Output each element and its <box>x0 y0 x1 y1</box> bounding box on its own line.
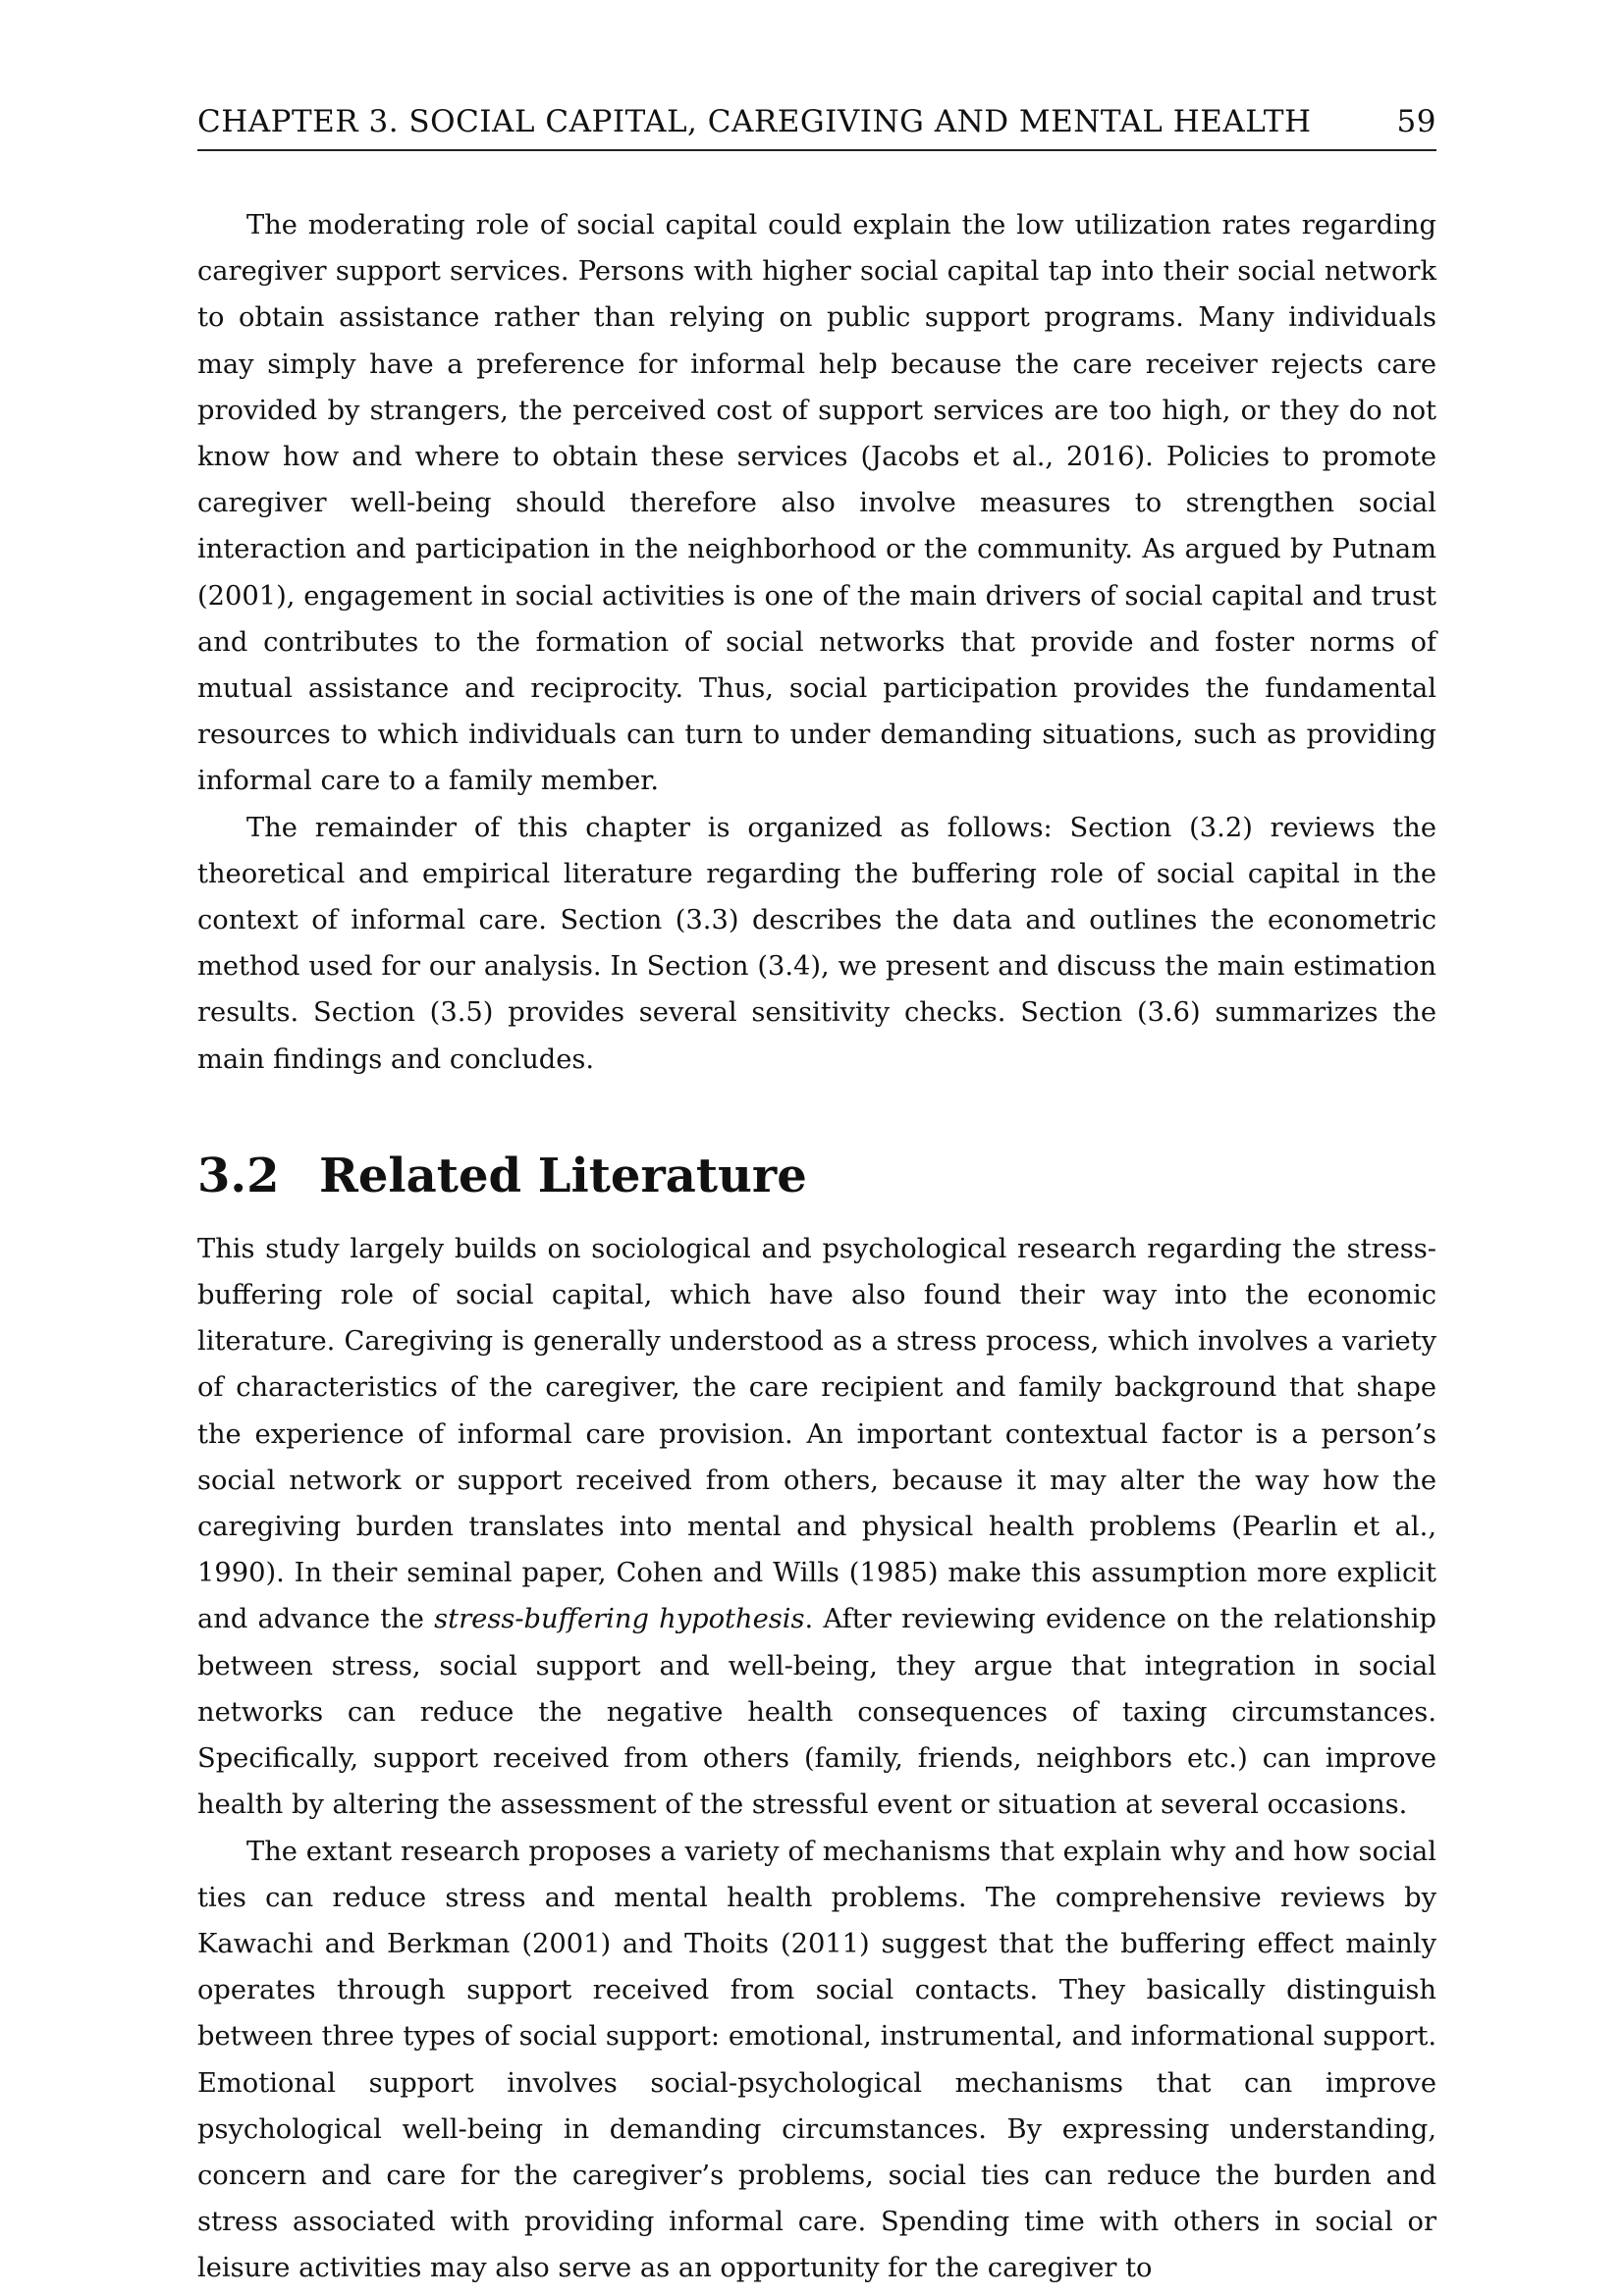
chapter-title: CHAPTER 3. SOCIAL CAPITAL, CAREGIVING AND MENTAL HEALTH <box>197 104 1312 139</box>
paragraph-text: This study largely builds on sociological and psychological research regarding the stress-buffering role of social capital, which have also found their way into the economic literature. Caregiving is generally understood as a stress process, which involves a variety of characteristics of the caregiver, the care recipient and family background that shape the experience of informal care provision. An important contextual factor is a person’s social network or support received from others, because it may alter the way how the caregiving burden translates into mental and physical health problems (Pearlin et al., 1990). In their seminal paper, Cohen and Wills (1985) make this assumption more explicit and advance the <box>197 1233 1436 1635</box>
paragraph-literature-1 <box>197 1226 1436 1829</box>
section-heading <box>197 1148 1436 1203</box>
paragraph-literature-2: The extant research proposes a variety of mechanisms that explain why and how social ties can reduce stress and mental health problems. The comprehensive reviews by Kawachi and Berkman (2001) and Thoits (2011) suggest that the buffering effect mainly operates through support received from social contacts. They basically distinguish between three types of social support: emotional, instrumental, and informational support. Emotional support involves social-psychological mechanisms that can improve psychological well-being in demanding circumstances. By expressing understanding, concern and care for the caregiver’s problems, social ties can reduce the burden and stress associated with providing informal care. Spending time with others in social or leisure activities may also serve as an opportunity for the caregiver to <box>197 1836 1436 2284</box>
section-number: 3.2 <box>197 1148 280 1203</box>
running-header <box>197 104 1436 139</box>
section-title: Related Literature <box>319 1148 807 1203</box>
body-text <box>197 202 1436 2292</box>
paragraph-intro-1: The moderating role of social capital could explain the low utilization rates regarding caregiver support services. Persons with higher social capital tap into their social network to obtain assistance rather than relying on public support programs. Many individuals may simply have a preference for informal help because the care receiver rejects care provided by strangers, the perceived cost of support services are too high, or they do not know how and where to obtain these services (Jacobs et al., 2016). Policies to promote caregiver well-being should therefore also involve measures to strengthen social interaction and participation in the neighborhood or the community. As argued by Putnam (2001), engagement in social activities is one of the main drivers of social capital and trust and contributes to the formation of social networks that provide and foster norms of mutual assistance and reciprocity. Thus, social participation provides the fundamental resources to which individuals can turn to under demanding situations, such as providing informal care to a family member. <box>197 210 1436 797</box>
emphasized-term: stress-buffering hypothesis <box>434 1604 805 1635</box>
header-rule <box>197 149 1436 151</box>
paragraph-intro-2: The remainder of this chapter is organized as follows: Section (3.2) reviews the theoretical and empirical literature regarding the buffering role of social capital in the context of informal care. Section (3.3) describes the data and outlines the econometric method used for our analysis. In Section (3.4), we present and discuss the main estimation results. Section (3.5) provides several sensitivity checks. Section (3.6) summarizes the main findings and concludes. <box>197 812 1436 1075</box>
paragraph-text: . After reviewing evidence on the relationship between stress, social support and well-being, they argue that integration in social networks can reduce the negative health consequences of taxing circumstances. Specifically, support received from others (family, friends, neighbors etc.) can improve health by altering the assessment of the stressful event or situation at several occasions. <box>197 1604 1437 1821</box>
page-number: 59 <box>1396 104 1436 139</box>
